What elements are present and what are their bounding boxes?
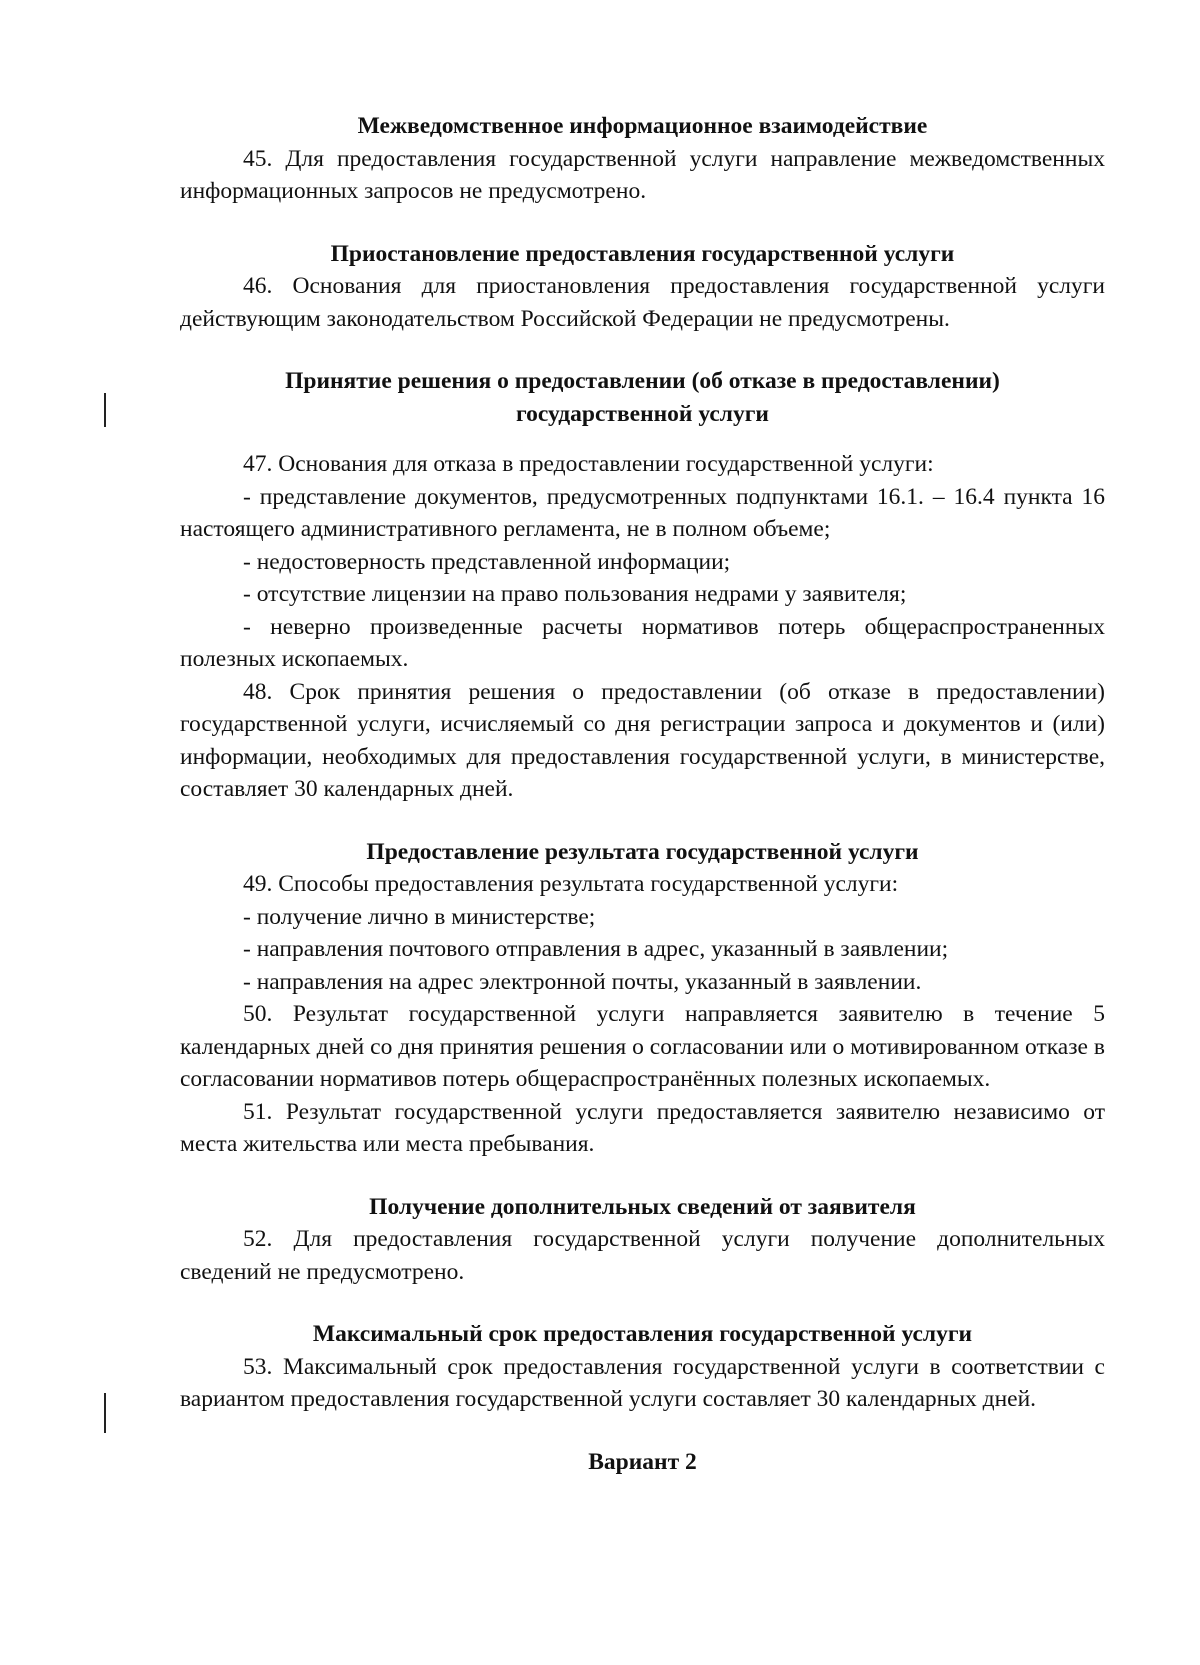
list-item: - направления почтового отправления в адрес, указанный в заявлении; [243,936,949,962]
paragraph-49: 49. Способы предоставления результата государственной услуги: [243,871,899,897]
list-item: - представление документов, предусмотренных подпунктами 16.1. – 16.4 пункта 16 настоящего административного регламента, не в полном объеме; [180,483,1105,542]
list-item: - отсутствие лицензии на право пользования недрами у заявителя; [243,581,907,607]
paragraph-45: 45. Для предоставления государственной услуги направление межведомственных информационных запросов не предусмотрено. [180,145,1105,204]
section-heading-suspension: Приостановление предоставления государственной услуги [330,240,955,267]
paragraph-53: 53. Максимальный срок предоставления государственной услуги в соответствии с вариантом предоставления государственной услуги составляет 30 календарных дней. [180,1353,1105,1412]
section-heading-interagency: Межведомственное информационное взаимодействие [357,113,928,139]
paragraph-51: 51. Результат государственной услуги предоставляется заявителю независимо от места жительства или места пребывания. [180,1098,1105,1157]
paragraph-52: 52. Для предоставления государственной услуги получение дополнительных сведений не предусмотрено. [180,1226,1105,1285]
section-heading-result: Предоставление результата государственной услуги [366,838,919,865]
section-heading-decision-line2: государственной услуги [516,400,769,427]
paragraph-46: 46. Основания для приостановления предоставления государственной услуги действующим законодательством Российской Федерации не предусмотрены. [180,273,1105,332]
paragraph-50: 50. Результат государственной услуги направляется заявителю в течение 5 календарных дней со дня принятия решения о согласовании или о мотивированном отказе в согласовании нормативов потерь общераспространённых полезных ископаемых. [180,1001,1105,1092]
document-body [180,110,1105,1478]
variant-heading: Вариант 2 [588,1448,697,1475]
list-item: - недостоверность представленной информации; [243,548,731,575]
paragraph-48: 48. Срок принятия решения о предоставлении (об отказе в предоставлении) государственной услуги, исчисляемый со дня регистрации запроса и документов и (или) информации, необходимых для предоставления государственной услуги, в министерстве, составляет 30 календарных дней. [180,678,1105,802]
section-heading-decision-line1: Принятие решения о предоставлении (об отказе в предоставлении) [285,368,1000,394]
list-item: - неверно произведенные расчеты нормативов потерь общераспространенных полезных ископаемых. [180,613,1105,672]
paragraph-47: 47. Основания для отказа в предоставлении государственной услуги: [243,451,934,477]
list-item: - получение лично в министерстве; [243,903,596,930]
section-heading-additional-info: Получение дополнительных сведений от заявителя [369,1193,916,1220]
margin-mark-bottom [104,1393,106,1433]
margin-mark-top [104,393,106,427]
section-heading-max-term: Максимальный срок предоставления государственной услуги [312,1321,973,1347]
list-item: - направления на адрес электронной почты, указанный в заявлении. [243,968,922,995]
